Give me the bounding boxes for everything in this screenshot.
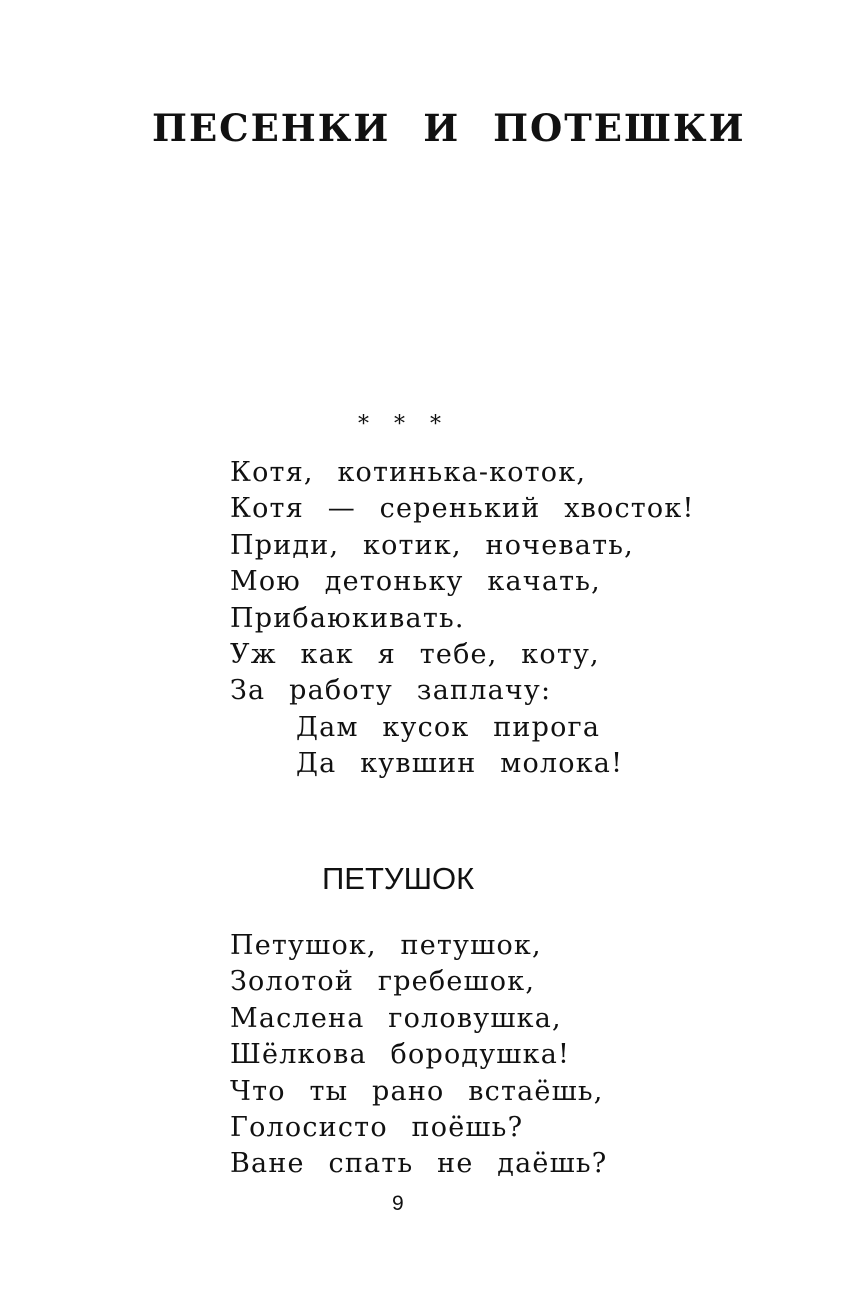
verse-line: Уж как я тебе, коту, — [230, 638, 600, 670]
poem-title-petushok: ПЕТУШОК — [322, 861, 475, 896]
verse-line: Котя, котинька-коток, — [230, 457, 587, 488]
verse-line: За работу заплачу: — [230, 675, 552, 707]
verse-line-indented: Да кувшин молока! — [296, 748, 624, 780]
poem-kotya-verse — [230, 455, 695, 783]
verse-line: Золотой гребешок, — [230, 966, 536, 998]
section-title: ПЕСЕНКИ И ПОТЕШКИ — [152, 106, 746, 150]
verse-line: Мою детоньку качать, — [230, 566, 601, 598]
verse-line: Шёлкова бородушка! — [230, 1039, 571, 1071]
verse-line: Приди, котик, ночевать, — [230, 529, 634, 561]
verse-line-indented: Дам кусок пирога — [296, 711, 601, 743]
page-number: 9 — [392, 1192, 404, 1215]
verse-line: Маслена головушка, — [230, 1002, 562, 1034]
poem-separator-stars: * * * — [358, 412, 447, 437]
verse-line: Котя — серенький хвосток! — [230, 493, 695, 525]
verse-line: Что ты рано встаёшь, — [230, 1075, 604, 1107]
verse-line: Голосисто поёшь? — [230, 1111, 524, 1143]
verse-line: Прибаюкивать. — [230, 602, 465, 634]
verse-line: Ване спать не даёшь? — [230, 1148, 608, 1180]
poem-petushok-verse — [230, 928, 607, 1183]
verse-line: Петушок, петушок, — [230, 930, 542, 961]
